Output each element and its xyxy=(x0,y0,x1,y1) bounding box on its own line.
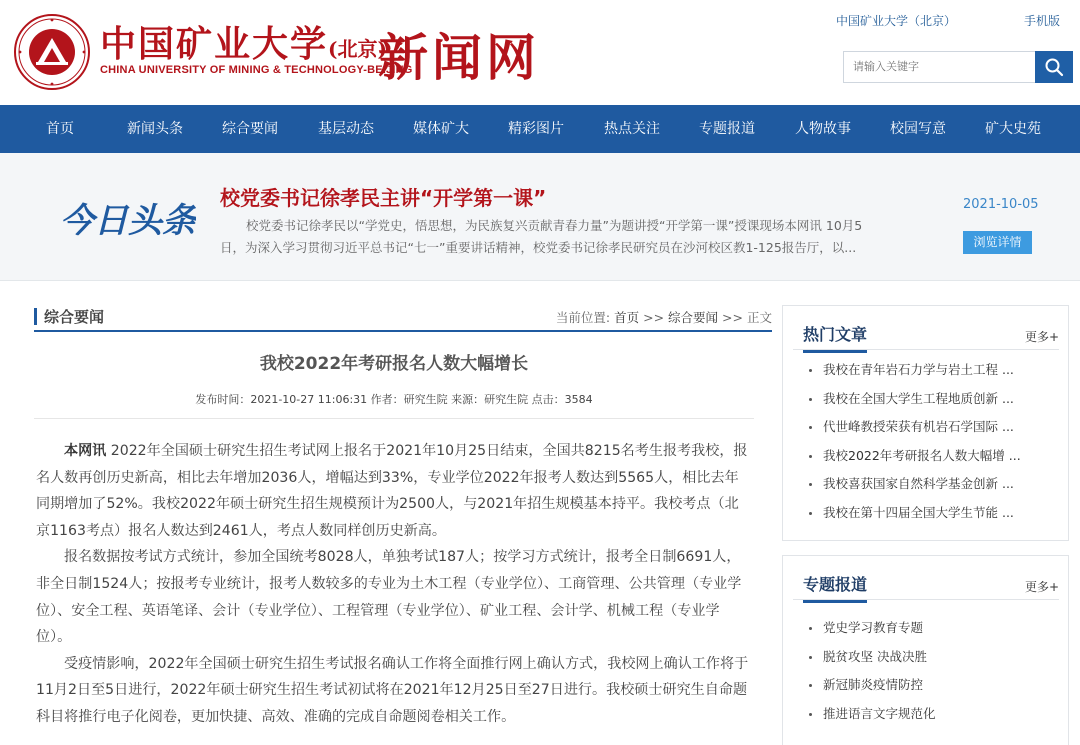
nav-headlines[interactable]: 新闻头条 xyxy=(127,121,183,137)
hot-article-item[interactable]: 我校喜获国家自然科学基金创新 ... xyxy=(803,470,1053,499)
hot-article-item[interactable]: 代世峰教授荣获有机岩石学国际 ... xyxy=(803,413,1053,442)
logo-news-title[interactable]: 新闻网 xyxy=(378,28,540,87)
special-topics-header xyxy=(793,556,1059,600)
nav-media[interactable]: 媒体矿大 xyxy=(413,121,469,137)
article-paragraph: 受疫情影响，2022年全国硕士研究生招生考试报名确认工作将全面推行网上确认方式，我校网上确认工作将于11月2日至5日进行，2022年硕士研究生招生考试初试将在2021年12月25日至27日进行。我校硕士研究生自命题科目将推行电子化阅卷，更加快捷、高效、准确的完成自命题阅卷相关工作。 xyxy=(36,655,749,725)
nav-people[interactable]: 人物故事 xyxy=(795,121,851,137)
article-lead: 本网讯 xyxy=(64,443,107,459)
search-box xyxy=(843,51,1073,83)
hot-articles-more-link[interactable]: 更多+ xyxy=(1024,330,1059,344)
hot-article-item[interactable]: 我校在青年岩石力学与岩土工程 ... xyxy=(803,356,1053,385)
headline-title[interactable]: 校党委书记徐孝民主讲“开学第一课” xyxy=(220,186,547,210)
nav-general-news[interactable]: 综合要闻 xyxy=(222,121,278,137)
search-button[interactable] xyxy=(1035,51,1073,83)
special-topics-list xyxy=(803,614,1053,728)
divider xyxy=(34,418,754,419)
search-input[interactable] xyxy=(844,52,1036,82)
nav-campus[interactable]: 校园写意 xyxy=(890,121,946,137)
special-topic-item[interactable]: 党史学习教育专题 xyxy=(803,614,1053,643)
breadcrumb-prefix: 当前位置: xyxy=(555,310,611,325)
headline-summary-line1: 校党委书记徐孝民以“学党史，悟思想，为民族复兴贡献青春力量”为题讲授“开学第一课”授课现场本网讯 10月5 xyxy=(246,218,863,233)
today-headline-logo xyxy=(56,184,196,254)
main-nav xyxy=(0,105,1080,153)
nav-grassroots[interactable]: 基层动态 xyxy=(318,121,374,137)
logo-chinese-sub: (北京) xyxy=(328,37,387,61)
article-paragraph xyxy=(36,438,752,544)
hot-article-item[interactable]: 我校2022年考研报名人数大幅增 ... xyxy=(803,442,1053,471)
hot-articles-title: 热门文章 xyxy=(803,322,867,353)
breadcrumb xyxy=(556,308,772,326)
breadcrumb-separator: >> xyxy=(722,310,743,325)
university-emblem-icon[interactable] xyxy=(14,14,90,90)
today-headline-logo-text: 今日头条 xyxy=(60,201,196,241)
headline-summary-line2: 日，为深入学习贯彻习近平总书记“七一”重要讲话精神，校党委书记徐孝民研究员在沙河校区教1-125报告厅，以... xyxy=(220,240,857,255)
mobile-version-link[interactable]: 手机版 xyxy=(1024,14,1061,28)
breadcrumb-current: 正文 xyxy=(746,310,772,325)
special-topics-panel xyxy=(782,555,1069,745)
logo-chinese-name[interactable] xyxy=(100,16,387,67)
article-meta: 发布时间：2021-10-27 11:06:31 作者：研究生院 来源：研究生院 点击：3584 xyxy=(195,393,593,406)
headline-summary xyxy=(220,215,940,259)
special-topic-item[interactable]: 推进语言文字规范化 xyxy=(803,700,1053,729)
hot-article-item[interactable]: 我校在第十四届全国大学生节能 ... xyxy=(803,499,1053,528)
special-topic-item[interactable]: 脱贫攻坚 决战决胜 xyxy=(803,643,1053,672)
nav-home[interactable]: 首页 xyxy=(46,121,74,137)
headline-date: 2021-10-05 xyxy=(963,197,1039,212)
article-paragraph-1-text: 2022年全国硕士研究生招生考试网上报名于2021年10月25日结束，全国共8215名考生报考我校，报名人数再创历史新高，相比去年增加2036人，增幅达到33%，专业学位2022年报考人数达到5565人，相比去年同期增加了52%。我校2022年硕士研究生招生规模预计为2500人，与2021年招生规模基本持平。我校考点（北京1163考点）报名人数达到2461人，考点人数同样创历史新高。 xyxy=(36,443,748,539)
article-body xyxy=(36,438,752,731)
search-icon xyxy=(1044,57,1064,77)
nav-history[interactable]: 矿大史苑 xyxy=(985,121,1041,137)
special-topic-item[interactable]: 新冠肺炎疫情防控 xyxy=(803,671,1053,700)
breadcrumb-separator: >> xyxy=(643,310,665,325)
university-home-link[interactable]: 中国矿业大学（北京） xyxy=(836,14,957,28)
section-title: 综合要闻 xyxy=(44,308,105,326)
hot-articles-list xyxy=(803,356,1053,527)
logo-english-name: CHINA UNIVERSITY OF MINING & TECHNOLOGY-BEIJING xyxy=(100,64,413,76)
article-title: 我校2022年考研报名人数大幅增长 xyxy=(259,354,529,374)
nav-special-reports[interactable]: 专题报道 xyxy=(699,121,755,137)
nav-hot-topics[interactable]: 热点关注 xyxy=(604,121,660,137)
logo-chinese-main: 中国矿业大学 xyxy=(100,23,329,65)
hot-article-item[interactable]: 我校在全国大学生工程地质创新 ... xyxy=(803,385,1053,414)
section-header xyxy=(34,302,772,332)
view-details-button[interactable]: 浏览详情 xyxy=(963,231,1032,254)
section-marker xyxy=(34,308,37,325)
special-topics-more-link[interactable]: 更多+ xyxy=(1024,580,1059,594)
hot-articles-panel xyxy=(782,305,1069,541)
site-header xyxy=(0,0,1080,104)
nav-photos[interactable]: 精彩图片 xyxy=(508,121,564,137)
article-paragraph: 报名数据按考试方式统计，参加全国统考8028人，单独考试187人；按学习方式统计，报考全日制6691人，非全日制1524人；按报考专业统计，报考人数较多的专业为土木工程（专业学位）、工商管理、公共管理（专业学位）、安全工程、英语笔译、会计（专业学位）、工程管理（专业学位）、矿业工程、会计学、机械工程（专业学位）。 xyxy=(36,549,742,646)
special-topics-title: 专题报道 xyxy=(803,572,867,603)
hot-articles-header xyxy=(793,306,1059,350)
breadcrumb-home[interactable]: 首页 xyxy=(614,310,640,325)
breadcrumb-section[interactable]: 综合要闻 xyxy=(668,310,719,325)
